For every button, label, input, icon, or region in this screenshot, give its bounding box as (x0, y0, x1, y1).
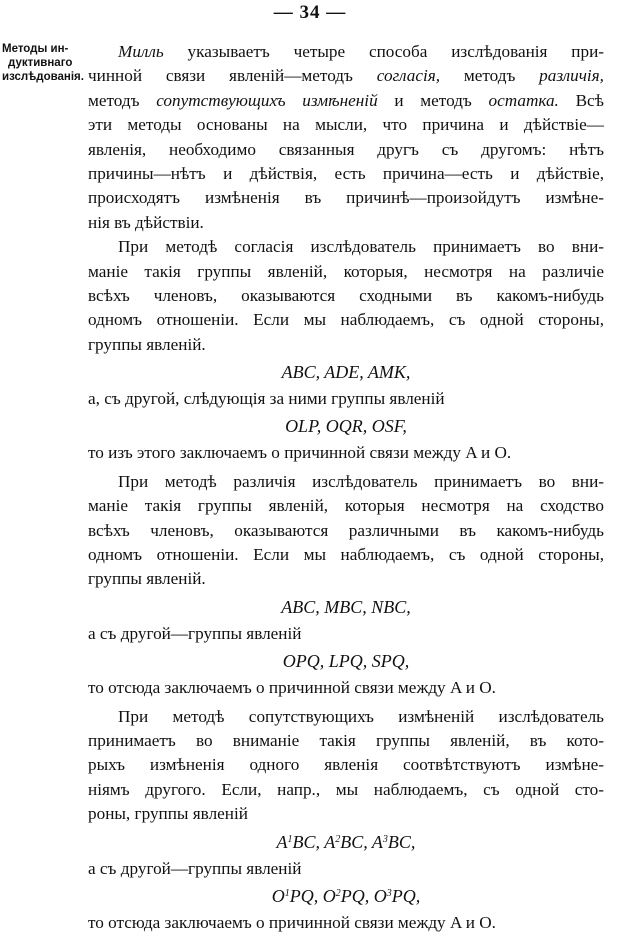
formula-a-powers-bc (88, 827, 604, 857)
formula-superscript: 3 (386, 887, 392, 899)
formula-part: A (371, 831, 383, 852)
formula-part: PQ, (340, 885, 374, 906)
paragraph-4-line-3: рыхъ измѣненія одного явленія соотвѣтствуютъ измѣне- (88, 755, 604, 775)
text-fragment: и методъ (377, 90, 489, 110)
paragraph-1-line-7: происходятъ измѣненія въ причинѣ—произойдутъ измѣне- (88, 188, 604, 208)
formula-abc-mbc-nbc: ABC, MBC, NBC, (281, 596, 411, 617)
body-text (88, 40, 604, 935)
paragraph-3-line-5: группы явленій. (88, 569, 206, 589)
paragraph-4-line-2: принимаетъ во вниманіе такія группы явленій, въ кото- (88, 730, 604, 750)
formula-superscript: 1 (284, 887, 290, 899)
margin-note-line: изслѣдованія. (2, 71, 84, 83)
paragraph-1-line-3 (88, 89, 604, 113)
formula-part: A (276, 831, 288, 852)
paragraph-4-line-7: то отсюда заключаемъ о причинной связи между A и O. (88, 912, 496, 932)
paragraph-1-line-1 (88, 40, 604, 64)
paragraph-2-line-3: всѣхъ членовъ, оказываются сходными въ какомъ-нибудь (88, 285, 604, 305)
formula-part: O (373, 885, 387, 906)
margin-note (2, 42, 84, 84)
paragraph-2-line-5: группы явленій. (88, 334, 206, 354)
formula-olp-oqr-osf: OLP, OQR, OSF, (285, 416, 407, 437)
paragraph-2-line-4: одномъ отношеніи. Если мы наблюдаемъ, съ одной стороны, (88, 310, 604, 330)
formula-o-powers-pq (88, 881, 604, 911)
formula-part: BC, (340, 831, 372, 852)
method-name: сопутствующихъ измѣненій (156, 90, 378, 110)
paragraph-1-line-5: явленія, необходимо связанныя другъ съ другомъ: нѣтъ (88, 139, 604, 159)
paragraph-1-line-6: причины—нѣтъ и дѣйствія, есть причина—есть и дѣйствіе, (88, 163, 604, 183)
paragraph-2-line-7: то изъ этого заключаемъ о причинной связи между A и O. (88, 443, 512, 463)
paragraph-2-line-1: При методѣ согласія изслѣдователь принимаетъ во вни- (118, 237, 604, 257)
text-fragment: указываетъ четыре способа изслѣдованія при- (163, 42, 604, 61)
paragraph-3-line-3: всѣхъ членовъ, оказываются различными въ какомъ-нибудь (88, 520, 604, 540)
paragraph-4-line-4: ніямъ другого. Если, напр., мы наблюдаемъ, съ одной сто- (88, 779, 604, 799)
paragraph-4-line-1: При методѣ сопутствующихъ измѣненій изслѣдователь (118, 706, 604, 726)
method-name: различія, (539, 66, 604, 86)
paragraph-2-line-2: маніе такія группы явленій, которыя, несмотря на различіе (88, 261, 604, 281)
formula-part: O (322, 885, 336, 906)
formula-superscript: 2 (335, 887, 341, 899)
paragraph-4-line-5: роны, группы явленій (88, 804, 248, 824)
formula-part: BC, (292, 831, 325, 852)
author-name: Милль (118, 42, 164, 61)
paragraph-3-line-7: то отсюда заключаемъ о причинной связи между A и O. (88, 678, 496, 698)
margin-note-line: дуктивнаго (8, 57, 73, 69)
formula-part: A (324, 831, 336, 852)
text-fragment: чинной связи явленій—методъ (88, 66, 377, 86)
paragraph-3-line-2: маніе такія группы явленій, которыя несмотря на сходство (88, 496, 604, 516)
paragraph-3-line-6: а съ другой—группы явленій (88, 623, 302, 643)
paragraph-4-line-6: а съ другой—группы явленій (88, 858, 302, 878)
formula-superscript: 2 (335, 833, 341, 845)
formula-opq-lpq-spq: OPQ, LPQ, SPQ, (282, 651, 410, 672)
formula-abc-ade-amk: ABC, ADE, AMK, (281, 362, 411, 383)
text-fragment: методъ (440, 66, 540, 86)
paragraph-3-line-4: одномъ отношеніи. Если мы наблюдаемъ, съ одной стороны, (88, 545, 604, 565)
paragraph-1-line-4: эти методы основаны на мысли, что причина и дѣйствіе— (88, 115, 604, 135)
paragraph-3-line-1: При методѣ различія изслѣдователь принимаетъ во вни- (118, 471, 604, 491)
text-fragment: Всѣ (558, 90, 604, 110)
formula-part: PQ, (289, 885, 323, 906)
margin-note-line: Методы ин- (2, 43, 69, 55)
formula-part: BC, (387, 831, 416, 852)
formula-superscript: 3 (382, 833, 388, 845)
formula-part: PQ, (391, 885, 421, 906)
paragraph-2-line-6: а, съ другой, слѣдующія за ними группы явленій (88, 389, 445, 409)
page-number: — 34 — (273, 2, 347, 23)
formula-part: O (271, 885, 285, 906)
paragraph-1-line-2 (88, 64, 604, 88)
method-name: согласія, (376, 66, 441, 86)
paragraph-1-line-8: нія въ дѣйствіи. (88, 212, 204, 232)
text-fragment: методъ (88, 90, 157, 110)
formula-superscript: 1 (287, 833, 293, 845)
method-name: остатка. (488, 90, 559, 110)
